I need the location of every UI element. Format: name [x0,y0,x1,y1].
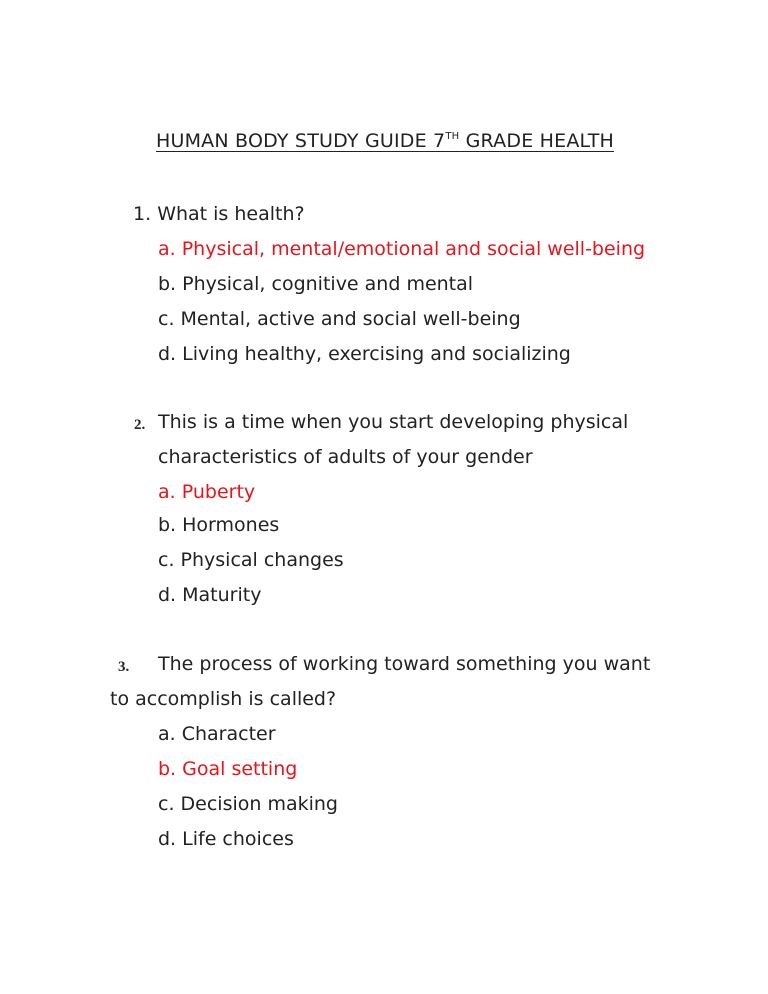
question-2-text-line2: characteristics of adults of your gender [158,446,533,468]
question-3-number: 3. [118,659,130,675]
option-1a: a. Physical, mental/emotional and social well-being [158,238,646,260]
page-title [156,130,614,152]
option-2d: d. Maturity [158,584,262,606]
option-2c: c. Physical changes [158,549,344,571]
option-3d: d. Life choices [158,828,294,850]
option-1c: c. Mental, active and social well-being [158,308,521,330]
option-2b: b. Hormones [158,514,280,536]
question-2-text-line1: This is a time when you start developing physical [158,411,629,433]
title-main: HUMAN BODY STUDY GUIDE 7 [156,130,446,152]
title-end: GRADE HEALTH [459,130,614,152]
option-1d: d. Living healthy, exercising and socializing [158,343,571,365]
option-1b: b. Physical, cognitive and mental [158,273,474,295]
option-3c: c. Decision making [158,793,338,815]
question-number: 1. [133,203,152,225]
option-3a: a. Character [158,723,276,745]
option-2a: a. Puberty [158,481,256,503]
question-text: What is health? [157,203,305,225]
title-superscript: TH [445,131,460,142]
question-1 [133,202,305,226]
question-2-number: 2. [134,417,146,433]
question-3-text-line2: to accomplish is called? [110,688,337,710]
option-3b: b. Goal setting [158,758,298,780]
question-3-text-line1: The process of working toward something you want [158,653,651,675]
